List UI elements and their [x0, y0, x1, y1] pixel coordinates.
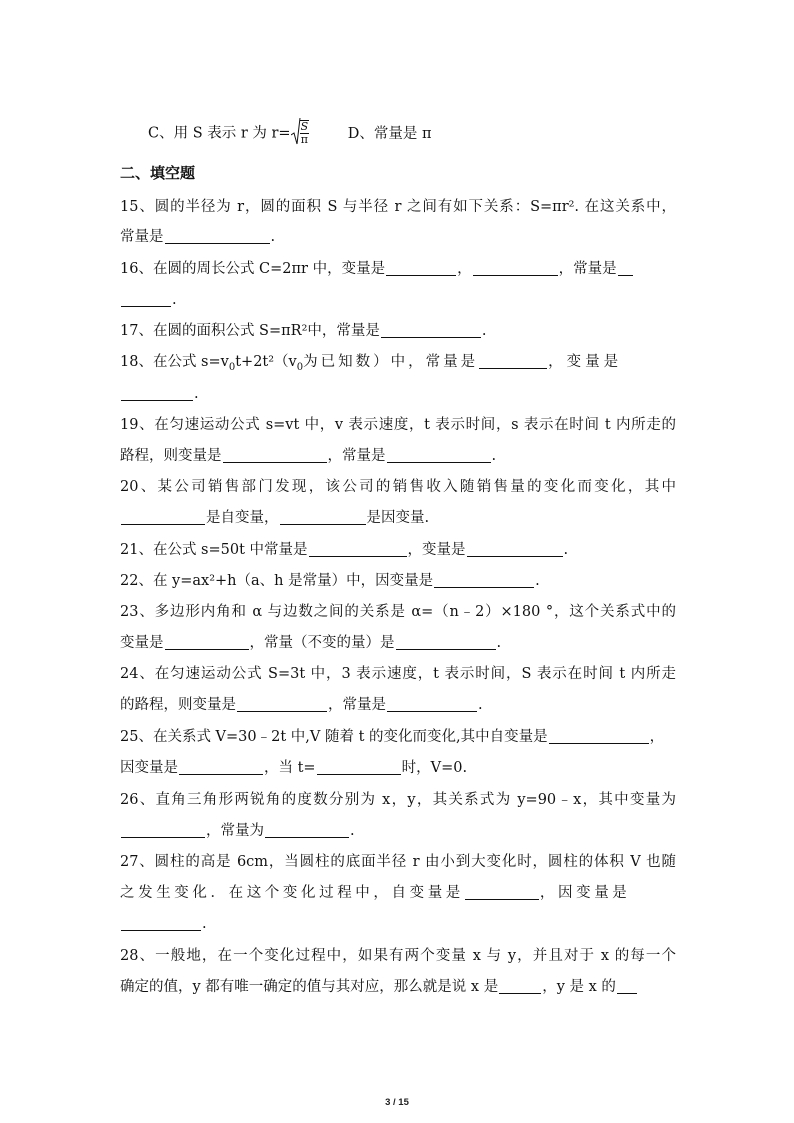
q18-text-2: t+2t²（v: [235, 354, 297, 370]
q16-end: .: [172, 292, 177, 308]
q21-line: [120, 540, 676, 560]
q19-line-1: 19、在匀速运动公式 s=vt 中，v 表示速度，t 表示时间，s 表示在时间 t 内所走的: [120, 417, 676, 433]
answer-blank[interactable]: [479, 353, 547, 369]
q19-line-2: [120, 446, 676, 466]
answer-blank[interactable]: [386, 260, 456, 276]
option-c-d-line: [148, 120, 704, 144]
q19-end: .: [491, 448, 497, 464]
option-c: [148, 120, 309, 146]
q27-text: 之发生变化．在这个变化过程中，自变量是: [120, 885, 464, 901]
answer-blank[interactable]: [473, 260, 558, 276]
q18-line-1: 18、在公式 $s=v_0t+2t^2(v_0$为已知数）中，常量是 ，变量是: [120, 354, 623, 373]
q22-end: .: [535, 573, 540, 589]
q18-text: 18、在公式 s=v: [120, 354, 229, 370]
answer-blank[interactable]: [121, 915, 201, 931]
answer-blank[interactable]: [237, 696, 327, 712]
q15-line-2: [120, 227, 676, 247]
q27-line-3: [120, 914, 676, 934]
answer-blank[interactable]: [387, 447, 491, 463]
answer-blank[interactable]: [121, 509, 205, 525]
option-d: D、常量是 π: [347, 125, 432, 142]
q15-end: .: [270, 229, 276, 245]
q26-line-1: 26、直角三角形两锐角的度数分别为 x，y，其关系式为 y=90﹣x，其中变量为: [120, 792, 676, 808]
q22-line: [120, 571, 676, 591]
q17-end: .: [481, 323, 487, 339]
answer-blank[interactable]: [618, 260, 633, 276]
answer-blank[interactable]: [179, 759, 263, 775]
q25-text-4: 时，V=0.: [401, 760, 468, 776]
q18-text-3: 为已知数）中，常量是: [303, 354, 479, 370]
answer-blank[interactable]: [396, 634, 496, 650]
q27-line-1: 27、圆柱的高是 6cm，当圆柱的底面半径 r 由小到大变化时，圆柱的体积 V 也随: [120, 854, 676, 870]
q27-line-2: [120, 883, 676, 903]
q23-end: .: [496, 635, 502, 651]
answer-blank[interactable]: [121, 822, 205, 838]
q23-text-2: ，常量（不变的量）是: [249, 635, 395, 651]
answer-blank[interactable]: [165, 228, 270, 244]
q26-text: ，常量为: [206, 823, 264, 839]
answer-blank[interactable]: [265, 822, 349, 838]
q28-text-2: ，y 是 x 的: [542, 979, 616, 995]
answer-blank[interactable]: [549, 728, 649, 744]
q19-text: 路程，则变量是: [120, 448, 222, 464]
answer-blank[interactable]: [434, 572, 534, 588]
answer-blank[interactable]: [165, 634, 249, 650]
answer-blank[interactable]: [467, 541, 563, 557]
q24-line-2: [120, 695, 676, 715]
q25-comma: ，: [649, 729, 665, 745]
q23-line-2: [120, 633, 676, 653]
fraction-denominator: π: [300, 133, 308, 146]
radical-sign-icon: [291, 118, 301, 146]
q21-text: 21、在公式 s=50t 中常量是: [120, 542, 308, 558]
q28-line-1: 28、一般地，在一个变化过程中，如果有两个变量 x 与 y，并且对于 x 的每一个: [120, 948, 676, 964]
q25-line-2: [120, 758, 676, 778]
q23-line-1: 23、多边形内角和 α 与边数之间的关系是 α=（n﹣2）×180 °，这个关系式中的: [120, 604, 676, 620]
q16-text-2: ，常量是: [558, 261, 617, 277]
q16-line-1: [120, 259, 676, 279]
q28-line-2: [120, 977, 676, 997]
q28-text: 确定的值，y 都有唯一确定的值与其对应，那么就是说 x 是: [120, 979, 499, 995]
q27-end: .: [202, 916, 207, 932]
q17-text: 17、在圆的面积公式 S=πR²中，常量是: [120, 323, 380, 339]
q21-text-2: ，变量是: [407, 542, 466, 558]
q16-comma: ，: [457, 261, 472, 277]
q22-text: 22、在 y=ax²+h（a、h 是常量）中，因变量是: [120, 573, 434, 589]
q27-text-2: ，因变量是: [539, 885, 631, 901]
q17-line: [120, 321, 676, 341]
q15-text: 常量是: [120, 229, 164, 245]
q25-text-2: 因变量是: [120, 760, 178, 776]
option-c-text: C、用 S 表示 r 为 r=: [148, 125, 291, 142]
answer-blank[interactable]: [121, 291, 171, 307]
answer-blank[interactable]: [317, 759, 401, 775]
answer-blank[interactable]: [223, 447, 327, 463]
answer-blank[interactable]: [387, 696, 477, 712]
q20-line-2: [120, 508, 676, 528]
answer-blank[interactable]: [617, 978, 637, 994]
answer-blank[interactable]: [280, 509, 366, 525]
q20-text-2: 是因变量.: [366, 510, 430, 526]
answer-blank[interactable]: [309, 541, 407, 557]
answer-blank[interactable]: [381, 322, 481, 338]
q25-text-3: ，当 t=: [264, 760, 316, 776]
q24-text-2: ，常量是: [328, 697, 386, 713]
q24-text: 的路程，则变量是: [120, 697, 236, 713]
q21-end: .: [563, 542, 569, 558]
q26-end: .: [350, 823, 355, 839]
sqrt-formula: [291, 120, 310, 146]
q25-line-1: [120, 727, 676, 747]
q16-line-2: [120, 290, 676, 310]
q19-text-2: ，常量是: [327, 448, 386, 464]
q16-text: 16、在圆的周长公式 C=2πr 中，变量是: [120, 261, 386, 277]
answer-blank[interactable]: [121, 385, 193, 401]
section-title: 二、填空题: [120, 164, 196, 182]
q15-line-1: 15、圆的半径为 r，圆的面积 S 与半径 r 之间有如下关系：S=πr². 在这关系中，: [120, 199, 676, 215]
q20-line-1: 20、某公司销售部门发现，该公司的销售收入随销售量的变化而变化，其中: [120, 479, 676, 495]
answer-blank[interactable]: [465, 884, 539, 900]
q20-text: 是自变量，: [206, 510, 279, 526]
q24-end: .: [478, 697, 483, 713]
q25-text: 25、在关系式 V=30﹣2t 中,V 随着 t 的变化而变化,其中自变量是: [120, 729, 548, 745]
q23-text: 变量是: [120, 635, 164, 651]
fraction-numerator: S: [300, 120, 309, 133]
q24-line-1: 24、在匀速运动公式 S=3t 中，3 表示速度，t 表示时间，S 表示在时间 t 内所走: [120, 666, 676, 682]
q18-text-4: ，变量是: [548, 354, 623, 370]
page-number: 3 / 15: [385, 1097, 409, 1108]
answer-blank[interactable]: [499, 978, 541, 994]
q26-line-2: [120, 821, 676, 841]
q18-end: .: [194, 386, 199, 402]
q18-line-2: [120, 384, 676, 404]
